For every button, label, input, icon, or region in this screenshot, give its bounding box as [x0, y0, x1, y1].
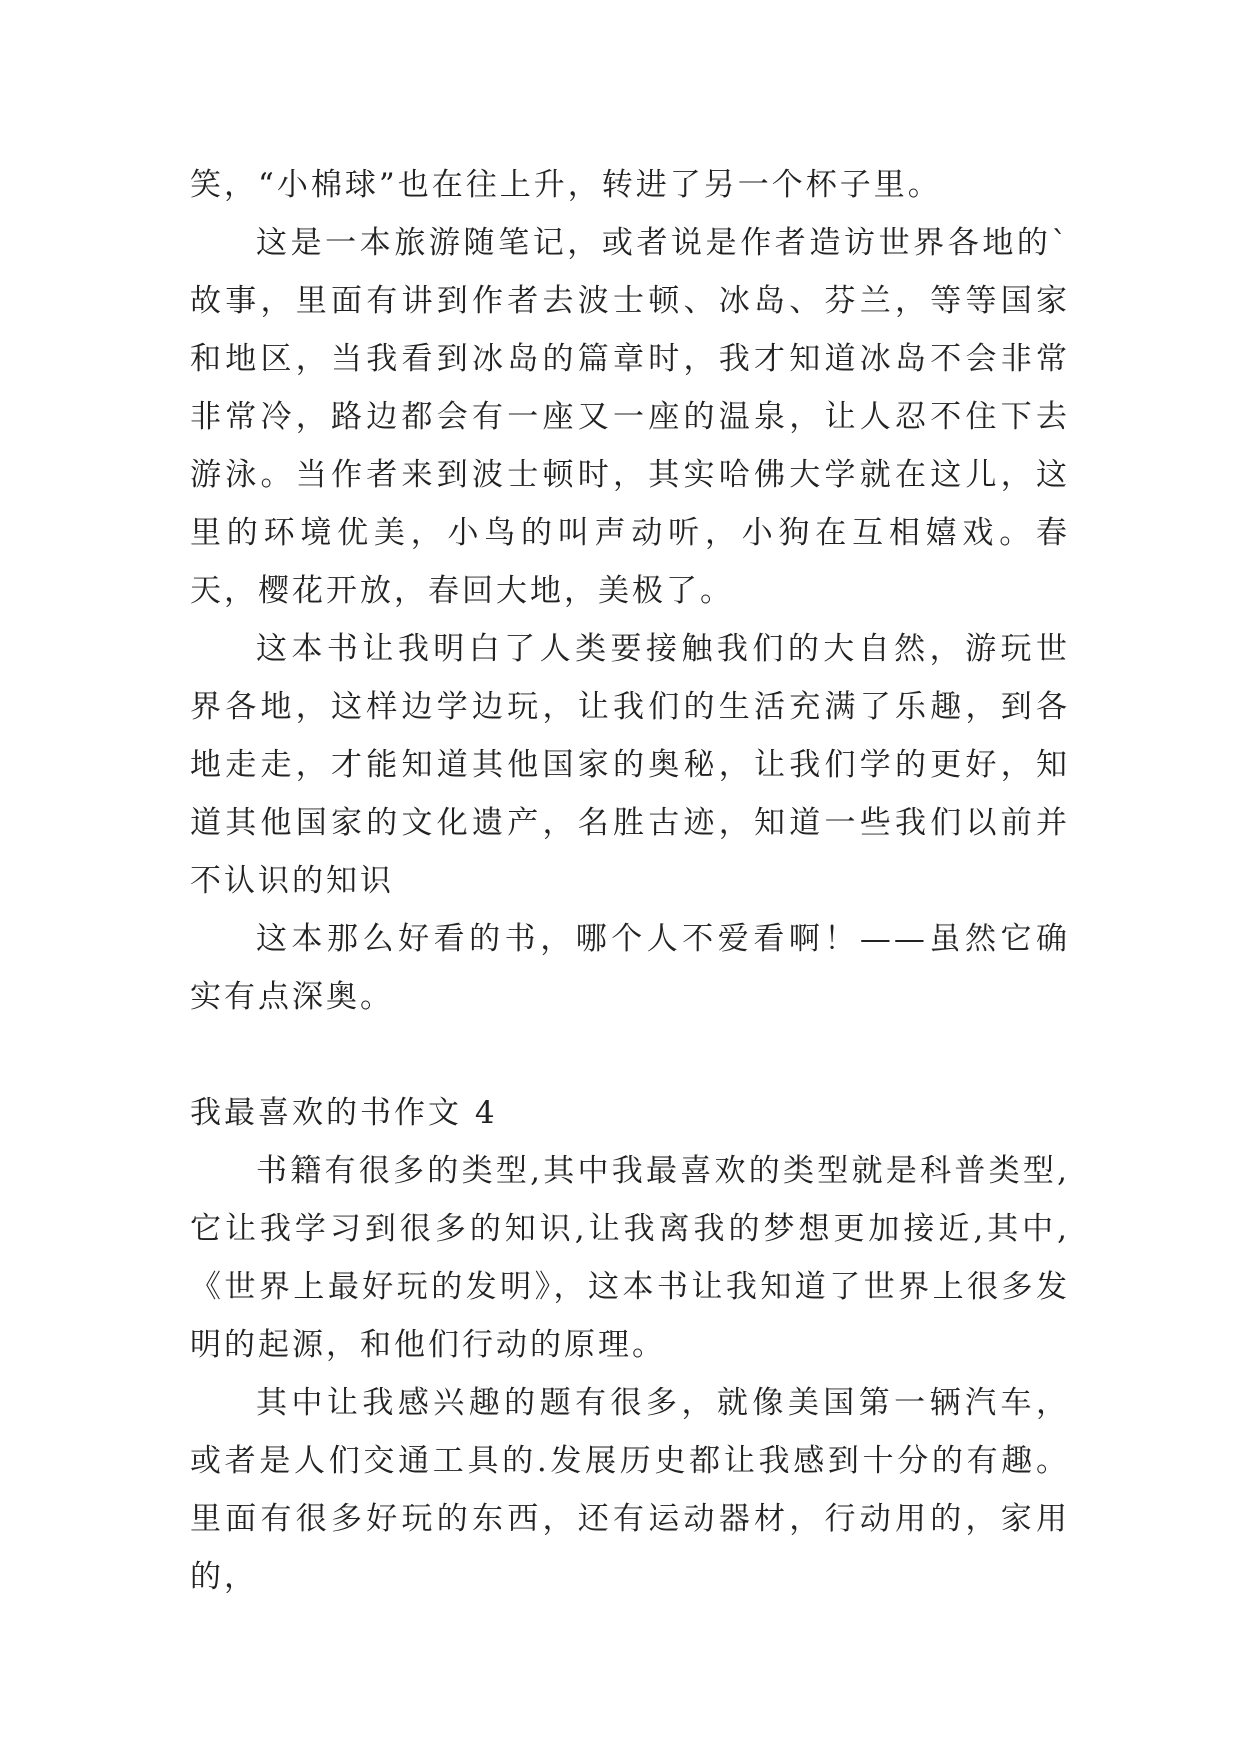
paragraph-6: 其中让我感兴趣的题有很多，就像美国第一辆汽车，或者是人们交通工具的.发展历史都让我感到十分的有趣。里面有很多好玩的东西，还有运动器材，行动用的，家用的， [190, 1385, 1070, 1595]
paragraph-2: 这是一本旅游随笔记，或者说是作者造访世界各地的`故事，里面有讲到作者去波士顿、冰岛、芬兰，等等国家和地区，当我看到冰岛的篇章时，我才知道冰岛不会非常非常冷，路边都会有一座又一座的温泉，让人忍不住下去游泳。当作者来到波士顿时，其实哈佛大学就在这儿，这里的环境优美，小鸟的叫声动听，小狗在互相嬉戏。春天，樱花开放，春回大地，美极了。 [190, 225, 1070, 609]
paragraph-5: 书籍有很多的类型,其中我最喜欢的类型就是科普类型,它让我学习到很多的知识,让我离我的梦想更加接近,其中,《世界上最好玩的发明》，这本书让我知道了世界上很多发明的起源，和他们行动的原理。 [190, 1153, 1070, 1363]
paragraph-3: 这本书让我明白了人类要接触我们的大自然，游玩世界各地，这样边学边玩，让我们的生活充满了乐趣，到各地走走，才能知道其他国家的奥秘，让我们学的更好，知道其他国家的文化遗产，名胜古迹，知道一些我们以前并不认识的知识 [190, 631, 1070, 899]
paragraph-1: 笑，“小棉球”也在往上升，转进了另一个杯子里。 [190, 167, 942, 203]
paragraph-4: 这本那么好看的书，哪个人不爱看啊！——虽然它确实有点深奥。 [190, 921, 1070, 1015]
document-body [190, 156, 1070, 1606]
section-title: 我最喜欢的书作文 4 [190, 1095, 498, 1131]
